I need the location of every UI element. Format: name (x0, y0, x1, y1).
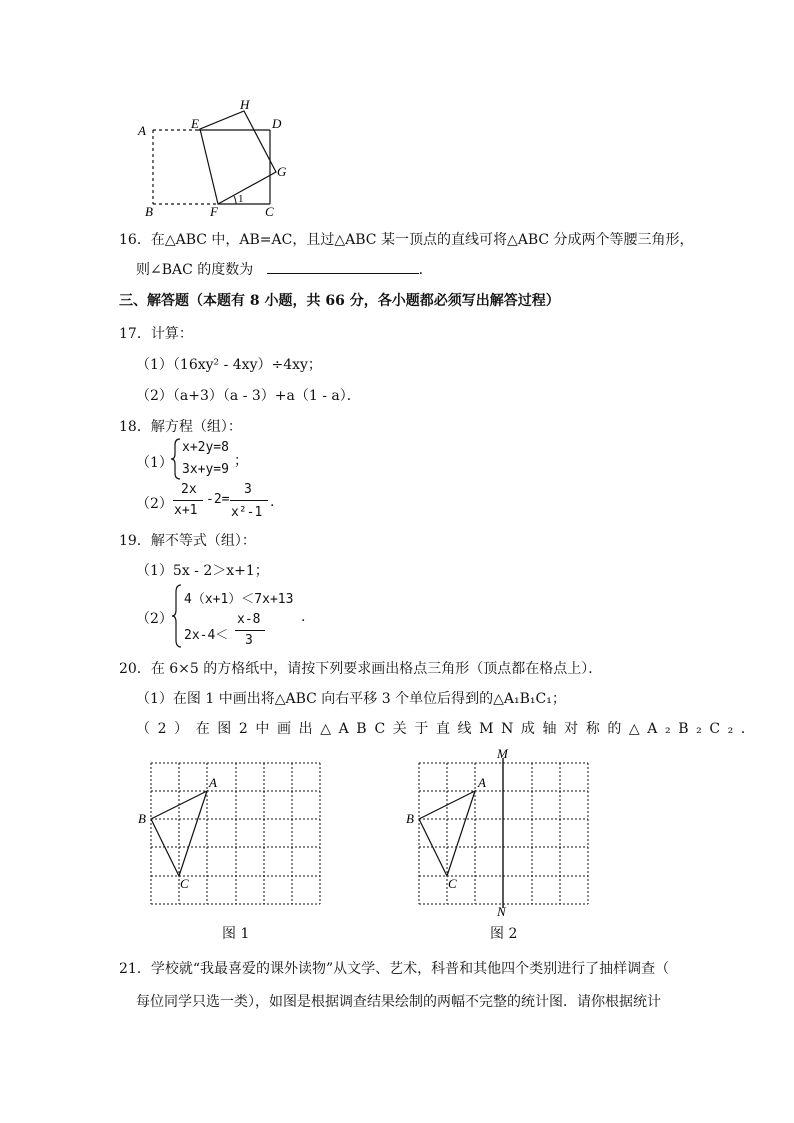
q19-inequality2-den: 3 (245, 633, 253, 648)
fig2-label-c: C (448, 876, 457, 891)
fig2-label-b: B (406, 811, 414, 826)
fig2-label-a: A (478, 775, 486, 790)
fig15-label-e: E (191, 116, 199, 131)
system-brace-19 (171, 584, 183, 648)
fig15-label-a: A (138, 123, 146, 138)
fig2-caption: 图 2 (490, 926, 518, 942)
q19-inequality1: 4（x+1）＜7x+13 (184, 592, 294, 607)
q18-frac2-num: 3 (244, 482, 252, 497)
q16-line2-text: 则∠BAC 的度数为 (136, 262, 254, 278)
q18-part2-end: . (270, 494, 275, 510)
q19-part2-label: （2） (136, 611, 173, 627)
answer-blank (267, 261, 419, 274)
fig15-label-g: G (277, 164, 287, 179)
q18-frac2-bar (230, 500, 268, 501)
fig15-label-h: H (240, 97, 250, 112)
q18-frac1-bar (173, 500, 203, 501)
q16-line1: 16．在△ABC 中，AB=AC，且过△ABC 某一顶点的直线可将△ABC 分成两个等腰三角形， (119, 232, 694, 248)
fig15-angle-label: 1 (238, 193, 244, 205)
fig2-label-m: M (497, 746, 508, 761)
q17-part2: （2）（a+3）（a - 3）+a（1 - a）． (136, 388, 361, 404)
q17-part1: （1）（16xy² - 4xy）÷4xy； (136, 357, 322, 373)
fig15-label-f: F (210, 204, 218, 219)
fig15-label-b: B (145, 204, 153, 219)
q18-part1-label: （1） (136, 455, 173, 471)
q18-title: 18．解方程（组）： (119, 419, 242, 435)
q16-line2-end: ． (418, 262, 433, 278)
fig15-label-c: C (265, 204, 274, 219)
fig1-label-c: C (180, 876, 189, 891)
q19-part1: （1）5x - 2＞x+1； (136, 563, 269, 579)
q19-inequality2-num: x-8 (237, 612, 261, 627)
q19-inequality2-bar (235, 630, 265, 631)
figure-q15 (130, 95, 300, 225)
q21-line2: 每位同学只选一类），如图是根据调查结果绘制的两幅不完整的统计图．请你根据统计 (136, 994, 661, 1010)
q18-equation2: 3x+y=9 (182, 462, 229, 477)
q19-inequality2-left: 2x-4＜ (184, 628, 229, 643)
section-3-heading: 三、解答题（本题有 8 小题，共 66 分，各小题都必须写出解答过程） (119, 293, 560, 309)
q19-title: 19．解不等式（组）： (119, 533, 256, 549)
q16-line2 (136, 259, 433, 279)
q17-title: 17．计算： (119, 326, 193, 342)
q18-part2-label: （2） (136, 496, 173, 512)
figure-2-grid (400, 745, 595, 920)
fig1-label-b: B (138, 811, 146, 826)
q20-line2: （1）在图 1 中画出将△ABC 向右平移 3 个单位后得到的△A₁B₁C₁； (136, 691, 566, 707)
q18-part1-end: ； (234, 453, 248, 469)
fig2-label-n: N (497, 904, 506, 919)
system-brace-18 (170, 438, 182, 480)
fig1-caption: 图 1 (222, 926, 250, 942)
figure-1-grid (135, 755, 330, 920)
q20-line1: 20．在 6×5 的方格纸中，请按下列要求画出格点三角形（顶点都在格点上）． (119, 661, 603, 677)
q19-part2-end: . (301, 609, 306, 625)
fig15-label-d: D (272, 116, 282, 131)
q18-frac2-den: x²-1 (231, 505, 263, 520)
q18-frac1-den: x+1 (174, 503, 198, 518)
q21-line1: 21．学校就“我最喜爱的课外读物”从文学、艺术，科普和其他四个类别进行了抽样调查（ (119, 961, 670, 977)
q20-line3: （2）在图2中画出△ABC关于直线MN成轴对称的△A₂B₂C₂． (136, 721, 763, 737)
fig1-label-a: A (209, 775, 217, 790)
q18-equation1: x+2y=8 (182, 440, 229, 455)
q18-minus-two: -2= (206, 492, 230, 507)
q18-frac1-num: 2x (181, 482, 197, 497)
